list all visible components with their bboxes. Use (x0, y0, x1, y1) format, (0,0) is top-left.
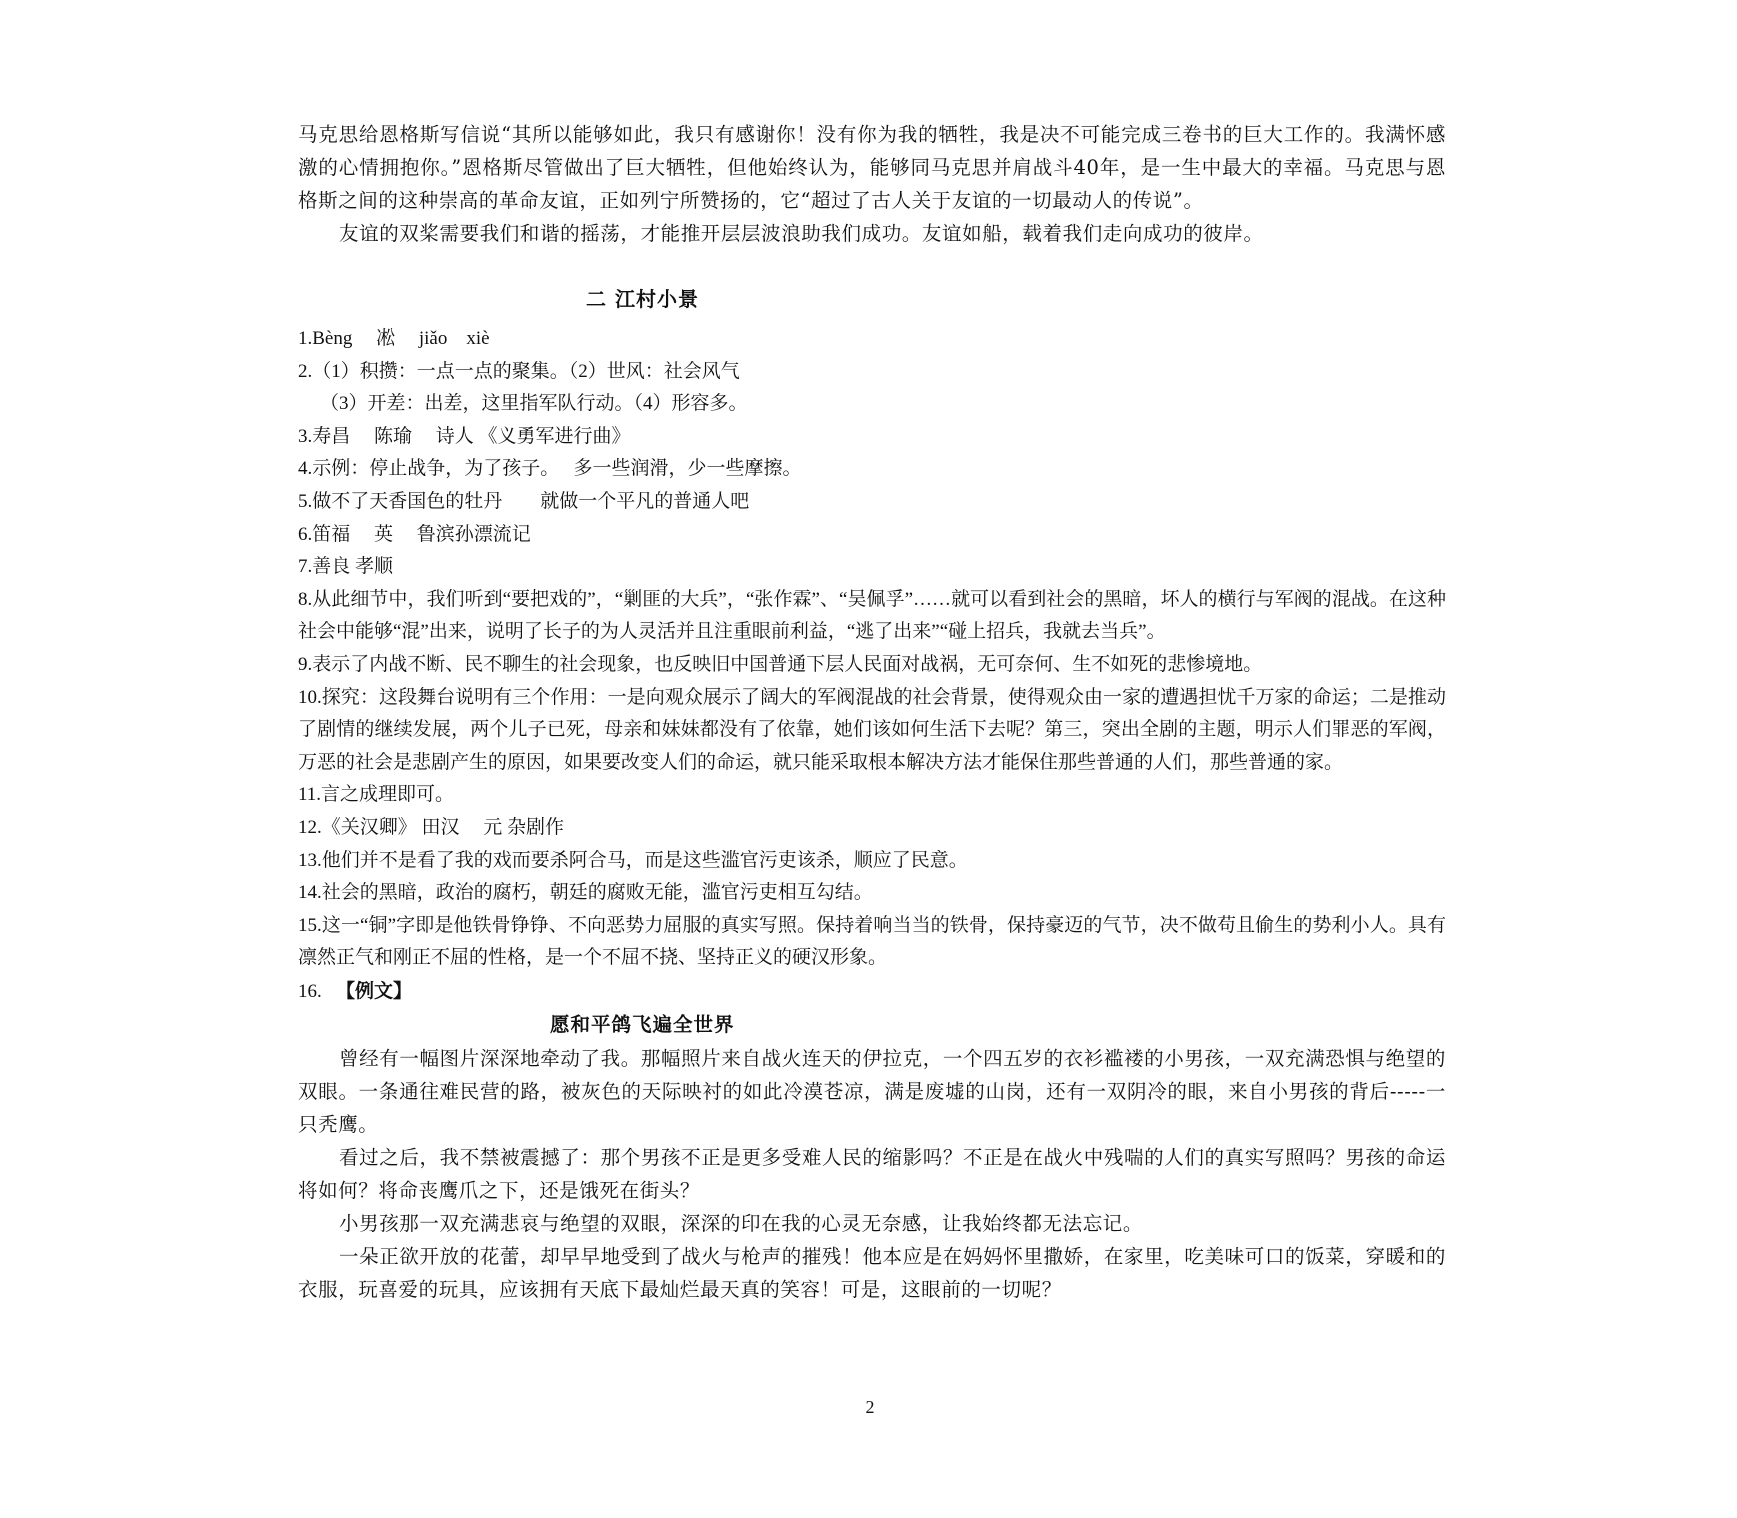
answer-item-8: 8.从此细节中，我们听到“要把戏的”，“剿匪的大兵”，“张作霖”、“吴佩孚”……就可以看到社会的黑暗，坏人的横行与军阀的混战。在这种社会中能够“混”出来，说明了长子的为人灵活并且注重眼前利益，“逃了出来”“碰上招兵，我就去当兵”。 (298, 588, 1446, 643)
essay-body (298, 1042, 1446, 1306)
essay-paragraph: 一朵正欲开放的花蕾，却早早地受到了战火与枪声的摧残！他本应是在妈妈怀里撒娇，在家里，吃美味可口的饭菜，穿暖和的衣服，玩喜爱的玩具，应该拥有天底下最灿烂最天真的笑容！可是，这眼前的一切呢？ (298, 1245, 1446, 1302)
answer-list (298, 323, 1446, 1008)
essay-paragraph: 看过之后，我不禁被震撼了：那个男孩不正是更多受难人民的缩影吗？不正是在战火中残喘的人们的真实写照吗？男孩的命运将如何？将命丧鹰爪之下，还是饿死在街头？ (298, 1146, 1446, 1203)
answer-item-4: 4.示例：停止战争，为了孩子。 多一些润滑，少一些摩擦。 (298, 458, 802, 480)
item16-number: 16. (298, 980, 322, 1002)
essay-title: 愿和平鸽飞遍全世界 (550, 1013, 735, 1037)
essay-paragraph: 小男孩那一双充满悲哀与绝望的双眼，深深的印在我的心灵无奈感，让我始终都无法忘记。 (339, 1212, 1144, 1236)
answer-item-13: 13.他们并不是看了我的戏而要杀阿合马，而是这些滥官污吏该杀，顺应了民意。 (298, 849, 968, 871)
document-page (298, 118, 1446, 1306)
intro-paragraph: 马克思给恩格斯写信说“其所以能够如此，我只有感谢你！没有你为我的牺牲，我是决不可能完成三卷书的巨大工作的。我满怀感激的心情拥抱你。”恩格斯尽管做出了巨大牺牲，但他始终认为，能够同马克思并肩战斗40年，是一生中最大的幸福。马克思与恩格斯之间的这种崇高的革命友谊，正如列宁所赞扬的，它“超过了古人关于友谊的一切最动人的传说”。 (298, 123, 1446, 212)
answer-item-11: 11.言之成理即可。 (298, 784, 455, 806)
answer-item-12: 12.《关汉卿》 田汉 元 杂剧作 (298, 816, 565, 838)
answer-item-2-continued: （3）开差：出差，这里指军队行动。（4）形容多。 (320, 393, 748, 415)
answer-item-7: 7.善良 孝顺 (298, 556, 394, 578)
answer-item-16 (298, 975, 1446, 1009)
answer-item-14: 14.社会的黑暗，政治的腐朽，朝廷的腐败无能，滥官污吏相互勾结。 (298, 882, 873, 904)
answer-item-9: 9.表示了内战不断、民不聊生的社会现象，也反映旧中国普通下层人民面对战祸，无可奈何、生不如死的悲惨境地。 (298, 653, 1263, 675)
answer-item-5: 5.做不了天香国色的牡丹 就做一个平凡的普通人吧 (298, 490, 750, 512)
section-title: 二 江村小景 (586, 287, 699, 311)
answer-item-10: 10.探究：这段舞台说明有三个作用：一是向观众展示了阔大的军阀混战的社会背景，使得观众由一家的遭遇担忧千万家的命运；二是推动了剧情的继续发展，两个儿子已死，母亲和妹妹都没有了依靠，她们该如何生活下去呢？第三，突出全剧的主题，明示人们罪恶的军阀，万恶的社会是悲剧产生的原因，如果要改变人们的命运，就只能采取根本解决方法才能保住那些普通的人们，那些普通的家。 (298, 686, 1446, 773)
answer-item-1: 1.Bèng 凇 jiǎo xiè (298, 328, 490, 349)
closing-paragraph: 友谊的双桨需要我们和谐的摇荡，才能推开层层波浪助我们成功。友谊如船，载着我们走向成功的彼岸。 (339, 222, 1264, 245)
answer-item-2: 2.（1）积攒：一点一点的聚集。（2）世风：社会风气 (298, 360, 740, 382)
answer-item-6: 6.笛福 英 鲁滨孙漂流记 (298, 523, 531, 545)
essay-paragraph: 曾经有一幅图片深深地牵动了我。那幅照片来自战火连天的伊拉克，一个四五岁的衣衫褴褛的小男孩，一双充满恐惧与绝望的双眼。一条通往难民营的路，被灰色的天际映衬的如此冷漠苍凉，满是废墟的山岗，还有一双阴冷的眼，来自小男孩的背后-----一只秃鹰。 (298, 1047, 1446, 1137)
answer-item-15: 15.这一“铜”字即是他铁骨铮铮、不向恶势力屈服的真实写照。保持着响当当的铁骨，保持豪迈的气节，决不做苟且偷生的势利小人。具有凛然正气和刚正不屈的性格，是一个不屈不挠、坚持正义的硬汉形象。 (298, 914, 1446, 969)
page-number: 2 (865, 1397, 875, 1417)
answer-item-3: 3.寿昌 陈瑜 诗人 《义勇军进行曲》 (298, 425, 631, 447)
example-essay-label: 【例文】 (336, 979, 413, 1002)
